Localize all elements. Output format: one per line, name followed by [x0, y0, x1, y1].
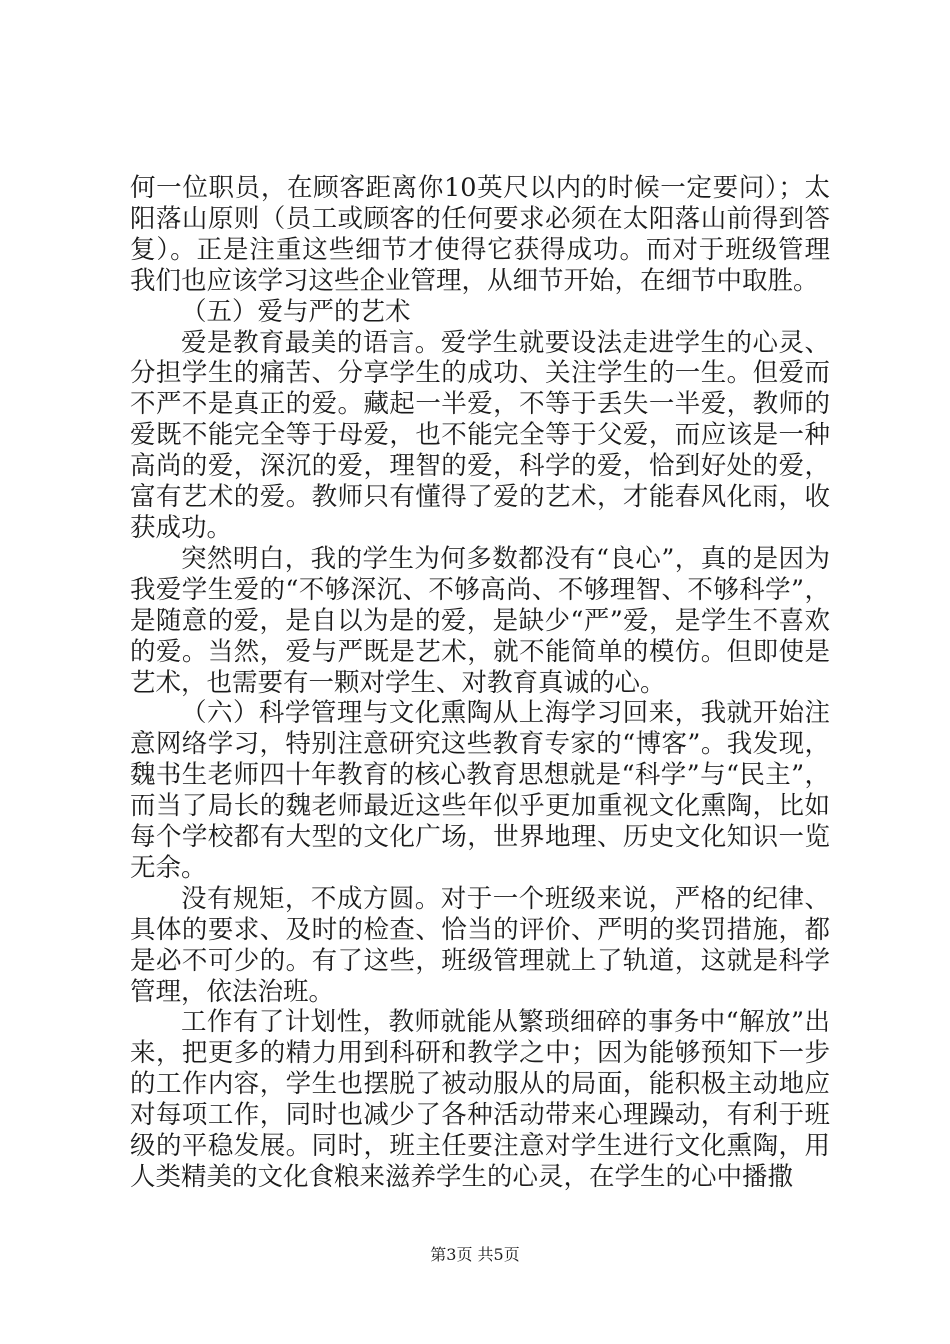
paragraph: 没有规矩，不成方圆。对于一个班级来说，严格的纪律、具体的要求、及时的检查、恰当的评价、严明的奖罚措施，都是必不可少的。有了这些，班级管理就上了轨道，这就是科学管理，依法治班。	[130, 883, 830, 1007]
paragraph: 突然明白，我的学生为何多数都没有“良心”，真的是因为我爱学生爱的“不够深沉、不够高尚、不够理智、不够科学”，是随意的爱，是自以为是的爱，是缺少“严”爱，是学生不喜欢的爱。当然，爱与严既是艺术，就不能简单的模仿。但即使是艺术，也需要有一颗对学生、对教育真诚的心。	[130, 543, 830, 698]
paragraph-continuation: 何一位职员，在顾客距离你10英尺以内的时候一定要问）；太阳落山原则（员工或顾客的任何要求必须在太阳落山前得到答复）。正是注重这些细节才使得它获得成功。而对于班级管理我们也应该学习这些企业管理，从细节开始，在细节中取胜。	[130, 173, 830, 296]
paragraph: 工作有了计划性，教师就能从繁琐细碎的事务中“解放”出来，把更多的精力用到科研和教学之中；因为能够预知下一步的工作内容，学生也摆脱了被动服从的局面，能积极主动地应对每项工作，同时也减少了各种活动带来心理躁动，有利于班级的平稳发展。同时，班主任要注意对学生进行文化熏陶，用人类精美的文化食粮来滋养学生的心灵，在学生的心中播撒	[130, 1007, 830, 1192]
document-body	[130, 173, 830, 1193]
paragraph: 爱是教育最美的语言。爱学生就要设法走进学生的心灵、分担学生的痛苦、分享学生的成功、关注学生的一生。但爱而不严不是真正的爱。藏起一半爱，不等于丢失一半爱，教师的爱既不能完全等于母爱，也不能完全等于父爱，而应该是一种高尚的爱，深沉的爱，理智的爱，科学的爱，恰到好处的爱，富有艺术的爱。教师只有懂得了爱的艺术，才能春风化雨，收获成功。	[130, 327, 830, 543]
section-heading-five: （五）爱与严的艺术	[181, 296, 411, 327]
section-heading-six: （六）科学管理与文化熏陶从上海学习回来，我就开始注意网络学习，特别注意研究这些教育专家的“博客”。我发现，魏书生老师四十年教育的核心教育思想就是“科学”与“民主”，而当了局长的魏老师最近这些年似乎更加重视文化熏陶，比如每个学校都有大型的文化广场，世界地理、历史文化知识一览无余。	[130, 698, 830, 883]
page-number-footer: 第3页 共5页	[430, 1245, 520, 1264]
